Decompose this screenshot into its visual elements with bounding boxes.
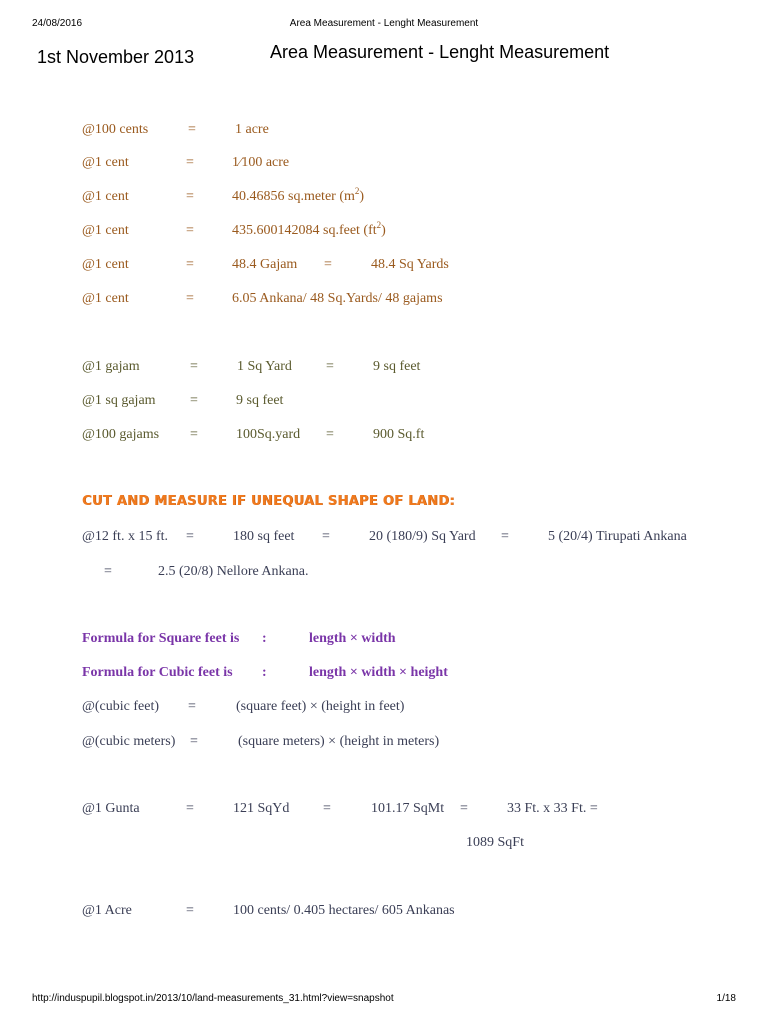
row-rhs: 100 cents/ 0.405 hectares/ 605 Ankanas [233, 903, 455, 918]
row-rhs: 1 Sq Yard [237, 359, 292, 374]
document-date: 1st November 2013 [37, 47, 195, 67]
example-value: 20 (180/9) Sq Yard [369, 529, 476, 544]
row-equals: = [186, 155, 194, 170]
row-value: 1089 SqFt [466, 835, 524, 850]
row-lhs: @(cubic meters) [82, 734, 176, 749]
row-lhs: @1 sq gajam [82, 393, 156, 408]
row-rhs: 900 Sq.ft [373, 427, 425, 442]
formula-label: Formula for Square feet is [82, 631, 240, 646]
row-equals: = [186, 291, 194, 306]
print-date: 24/08/2016 [32, 18, 83, 29]
formula-value: length × width × height [309, 665, 448, 680]
section-heading: CUT AND MEASURE IF UNEQUAL SHAPE OF LAND: [82, 494, 455, 509]
example-equals: = [186, 529, 194, 544]
example-equals: = [322, 529, 330, 544]
row-rhs: 435.600142084 sq.feet $(ft^2)$ [232, 220, 386, 238]
formula-separator: : [262, 631, 267, 646]
row-lhs: @1 gajam [82, 359, 140, 374]
row-value: 101.17 SqMt [371, 801, 445, 816]
example-value: 180 sq feet [233, 529, 295, 544]
row-equals: = [186, 189, 194, 204]
row-rhs: 1⁄100 acre [232, 155, 290, 170]
row-equals: = [188, 122, 196, 137]
row-equals: = [324, 257, 332, 272]
row-rhs: 9 sq feet [236, 393, 284, 408]
row-lhs: @1 cent [82, 155, 129, 170]
row-rhs: 48.4 Gajam [232, 257, 298, 272]
row-rhs: 100Sq.yard [236, 427, 301, 442]
row-lhs: @1 cent [82, 189, 129, 204]
row-rhs: (square meters) × (height in meters) [238, 734, 440, 749]
row-equals: = [323, 801, 331, 816]
example-lhs: @12 ft. x 15 ft. [82, 529, 168, 544]
row-rhs: (square feet) × (height in feet) [236, 699, 405, 714]
row-equals: = [460, 801, 468, 816]
row-equals: = [186, 801, 194, 816]
row-value: 121 SqYd [233, 801, 290, 816]
row-equals: = [190, 734, 198, 749]
formula-value: length × width [309, 631, 396, 646]
row-equals: = [190, 359, 198, 374]
row-equals: = [326, 359, 334, 374]
row-rhs: 6.05 Ankana/ 48 Sq.Yards/ 48 gajams [232, 291, 443, 306]
row-lhs: @1 Acre [82, 903, 132, 918]
example-value: 2.5 (20/8) Nellore Ankana. [158, 564, 309, 579]
row-equals: = [188, 699, 196, 714]
row-rhs: 48.4 Sq Yards [371, 257, 449, 272]
row-lhs: @100 gajams [82, 427, 160, 442]
row-lhs: @1 cent [82, 291, 129, 306]
row-lhs: @1 cent [82, 223, 129, 238]
example-equals: = [104, 564, 112, 579]
row-equals: = [326, 427, 334, 442]
print-page-number: 1/18 [716, 993, 736, 1004]
row-lhs: @1 cent [82, 257, 129, 272]
document-title: Area Measurement - Lenght Measurement [270, 42, 610, 62]
row-equals: = [186, 257, 194, 272]
row-rhs: 1 acre [235, 122, 269, 137]
example-value: 5 (20/4) Tirupati Ankana [548, 529, 687, 544]
row-equals: = [186, 903, 194, 918]
print-url: http://induspupil.blogspot.in/2013/10/land-measurements_31.html?view=snapshot [32, 993, 394, 1004]
row-rhs: 40.46856 sq.meter $(m^2)$ [232, 186, 365, 204]
formula-separator: : [262, 665, 267, 680]
row-lhs: @100 cents [82, 122, 149, 137]
example-equals: = [501, 529, 509, 544]
row-value: 33 Ft. x 33 Ft. = [507, 801, 598, 816]
formula-label: Formula for Cubic feet is [82, 665, 233, 680]
row-lhs: @(cubic feet) [82, 699, 160, 714]
print-page-title: Area Measurement - Lenght Measurement [289, 18, 479, 29]
row-equals: = [186, 223, 194, 238]
row-equals: = [190, 393, 198, 408]
row-equals: = [190, 427, 198, 442]
row-rhs: 9 sq feet [373, 359, 421, 374]
row-lhs: @1 Gunta [82, 801, 140, 816]
